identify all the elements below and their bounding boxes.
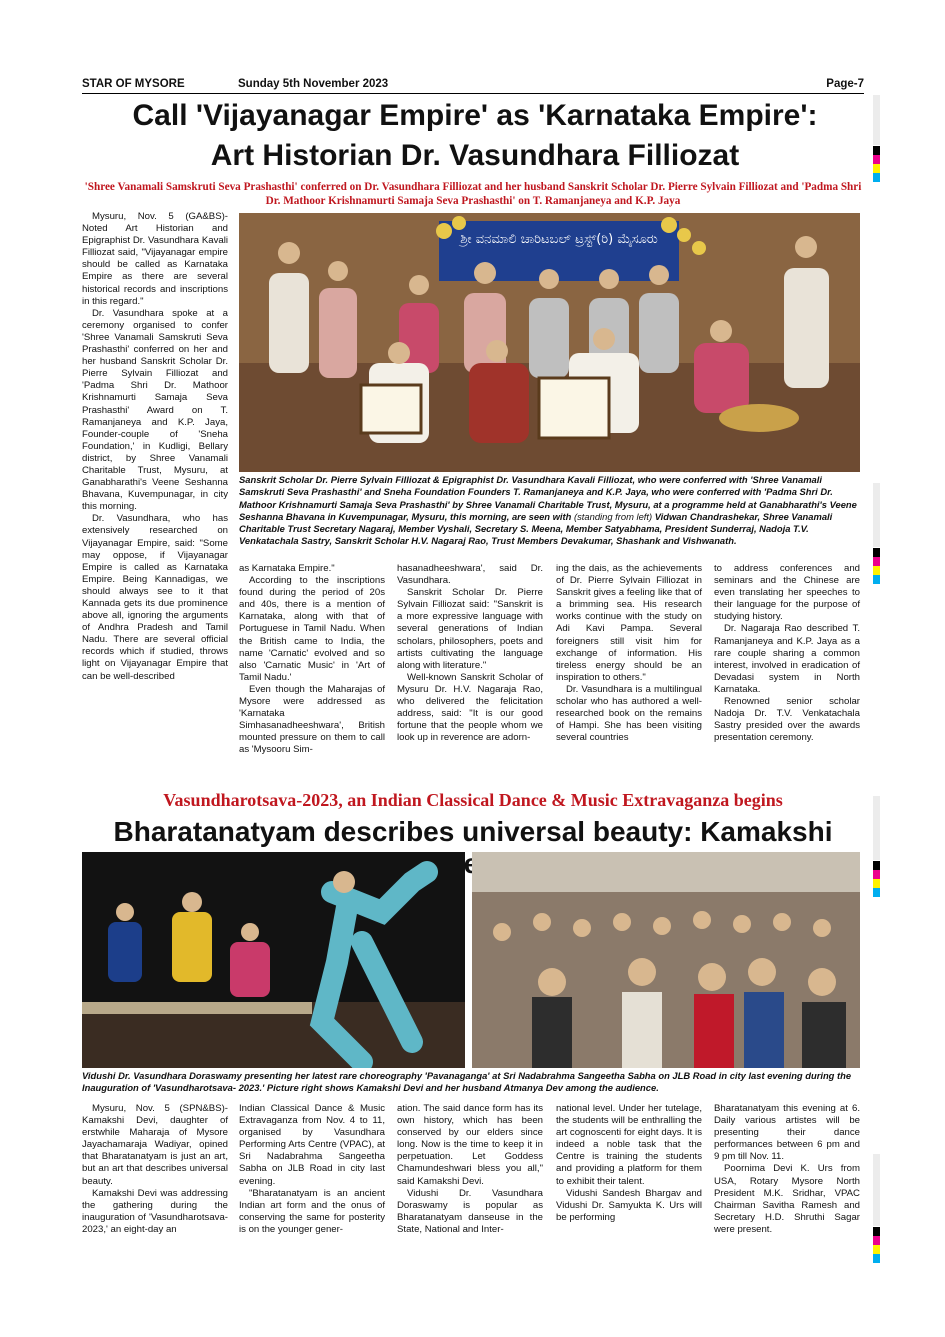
paragraph: hasanadheeshwara', said Dr. Vasundhara.: [397, 563, 543, 587]
paragraph: Dr. Vasundhara is a multilingual scholar who has authored a well-researched book on the remains of Hampi. She has been visiting several countries: [556, 683, 702, 744]
story1-deck: 'Shree Vanamali Samskruti Seva Prashasthi' conferred on Dr. Vasundhara Filliozat and her husband Sanskrit Scholar Dr. Pierre Sylvain Filliozat and 'Padma Shri Dr. Mathoor Krishnamurti Samaja Seva Prashasthi' on T. Ramanjaneya and K.P. Jaya: [84, 181, 862, 207]
paragraph: Dr. Nagaraja Rao described T. Ramanjaneya and K.P. Jaya as a rare couple sharing a common interest, involved in eradication of Devadasi system in North Karnataka.: [714, 623, 860, 695]
audience-photo: [472, 852, 860, 1068]
paragraph: ation. The said dance form has its own history, which has been conserved by our elders since long. Now is the time to keep it in perpetuation. Let Goddess Chamundeshwari bless you all," said Kamakshi Devi.: [397, 1103, 543, 1187]
paragraph: to address conferences and seminars and the Chinese are even translating her speeches to their language for the purpose of studying history.: [714, 563, 860, 623]
story1-column-4: [556, 563, 702, 744]
margin-strip: [873, 95, 880, 145]
paragraph: Bharatanatyam this evening at 6. Daily various artistes will be presenting their dance performances between 6 pm and 9 pm till Nov. 11.: [714, 1103, 860, 1163]
paragraph: Dr. Vasundhara spoke at a ceremony organised to confer 'Shree Vanamali Samskruti Seva Prashasthi' conferred on her and her husband Sanskrit Scholar Dr. Pierre Sylvain Filliozat and 'Padma Shri Dr. Mathoor Krishnamurti Samaja Seva Prashasthi' Award on T. Ramanjaneya and K.P. Jaya, Founder-couple of 'Sneha Foundation,' in Kudligi, Bellary district, by Shree Vanamali Charitable Trust, Mysuru, at Ganabharathi's Veene Seshanna Bhavana, Kuvempunagar, in city this morning.: [82, 307, 228, 513]
paragraph: Indian Classical Dance & Music Extravaganza from Nov. 4 to 11, organised by Vasundhara Performing Arts Centre (VPAC), at Sri Nadabrahma Sangeetha Sabha on JLB Road in city last evening.: [239, 1103, 385, 1187]
paragraph: Renowned senior scholar Nadoja Dr. T.V. Venkatachala Sastry presided over the awards presentation ceremony.: [714, 696, 860, 744]
award-ceremony-photo: [239, 213, 860, 472]
dance-photo-caption: Vidushi Dr. Vasundhara Doraswamy presenting her latest rare choreography 'Pavanaganga' at Sri Nadabrahma Sangeetha Sabha on JLB Road in city last evening during the Inauguration of 'Vasundharotsava- 2023.' Picture right shows Kamakshi Devi and her husband Atmanya Dev among the audience.: [82, 1070, 852, 1094]
paragraph: Even though the Maharajas of Mysore were addressed as 'Karnataka Simhasanadheeshwara', British mounted pressure on them to call as 'Mysooru Sim-: [239, 683, 385, 756]
story2-column-5: [714, 1103, 860, 1236]
paragraph: national level. Under her tutelage, the students will be enthralling the art cognoscenti for eight days. It is indeed a noble task that the Centre is training the students and providing a platform for them to exhibit their talent.: [556, 1103, 702, 1187]
paragraph: Dr. Vasundhara, who has extensively researched on Vijayanagar Empire, said: "Some may oppose, if Vijayanagar Empire is called as Karnataka Empire. Being Kannadigas, we should always see to it that Kannada gets its due prominence above all, ignoring the arguments of Andhra Pradesh and Tamil Nadu. There are several official records which if studied, throws light on Vijayanagar Empire that can be well-described: [82, 513, 228, 682]
color-registration-mark: [873, 1227, 880, 1263]
margin-strip: [873, 1154, 880, 1226]
margin-strip: [873, 483, 880, 547]
publication-name: STAR OF MYSORE: [82, 78, 185, 90]
color-registration-mark: [873, 146, 880, 182]
paragraph: According to the inscriptions found during the period of 20s and 40s, there is a mention of Karnataka, along with that of Portuguese in Tamil Nadu. When the British came to India, the name 'Carnatic' evolved and so also 'Carnatic Music' in 'Art of Tamil Nadu.': [239, 575, 385, 683]
caption-bold: Sanskrit Scholar Dr. Pierre Sylvain Filliozat & Epigraphist Dr. Vasundhara Kavali Filliozat, who were conferred with 'Shree Vanamali Samskruti Seva Prashasthi' and Sneha Foundation Founders T. Ramanjaneya and K.P. Jaya, who were conferred with 'Padma Shri Dr. Mathoor Krishnamurti Samaja Seva Prashasthi' by Shree Vanamali Charitable Trust, Mysuru, at a programme held at Ganabharathi's Veene Seshanna Bhavana in Kuvempunagar, Mysuru, this morning, are seen with: [239, 474, 857, 522]
paragraph: Kamakshi Devi was addressing the gathering during the inauguration of 'Vasundharotsava-2023,' an eight-day an: [82, 1187, 228, 1235]
caption-rest: Vidwan Chandrashekar, Shree Vanamali Charitable Trust Secretary Nagaraj, Member Vyshali, Secretary S. Meena, Member Satyabhama, President Sunderraj, Nadoja T.V. Venkatachala Sastry, Sanskrit Scholar H.V. Nagaraj Rao, Trust Members Devakumar, Shashank and Vishwanath.: [239, 510, 833, 547]
banner-text: ಶ್ರೀ ವನಮಾಲಿ ಚಾರಿಟಬಲ್ ಟ್ರಸ್ಟ್(ರಿ) ಮೈಸೂರು: [460, 232, 658, 247]
color-registration-mark: [873, 861, 880, 897]
story2-column-2: [239, 1103, 385, 1236]
paragraph: ing the dais, as the achievements of Dr. Pierre Sylvain Filliozat in Sanskrit gives a feeling like that of a brimming sea. His research works continue with the study on Adi Kavi Pampa. Several foreigners still visit him for exchange of information. His tireless energy should be an inspiration to others.": [556, 563, 702, 683]
story1-headline-line2: Art Historian Dr. Vasundhara Filliozat: [210, 139, 740, 172]
paragraph: Poornima Devi K. Urs from USA, Rotary Mysore North President M.K. Sridhar, VPAC Chairman Savitha Ramesh and Secretary H.D. Shruthi Sagar were present.: [714, 1163, 860, 1235]
paragraph: Well-known Sanskrit Scholar of Mysuru Dr. H.V. Nagaraja Rao, who delivered the felicitation address, said: "It is our good fortune that the people whom we look up in reverence are adorn-: [397, 671, 543, 744]
award-ceremony-illustration: [239, 213, 860, 472]
story2-kicker: Vasundharotsava-2023, an Indian Classical Dance & Music Extravaganza begins: [163, 790, 783, 810]
margin-strip: [873, 796, 880, 860]
color-registration-mark: [873, 548, 880, 584]
paragraph: Vidushi Sandesh Bhargav and Vidushi Dr. Samyukta K. Urs will be performing: [556, 1187, 702, 1223]
caption-plain: (standing from left): [573, 510, 653, 522]
paragraph: Sanskrit Scholar Dr. Pierre Sylvain Filliozat said: "Sanskrit is a more expressive language with several generations of Indian scholars, philosophers, poets and artists cultivating the language along with literature.": [397, 587, 543, 671]
paragraph: Mysuru, Nov. 5 (GA&BS)- Noted Art Historian and Epigraphist Dr. Vasundhara Kavali Filliozat said, "Vijayanagar empire should be called as Karnataka Empire as there are several historical records and inscriptions in this regard.": [82, 211, 228, 307]
page-number: Page-7: [826, 78, 864, 90]
dance-performance-photo: [82, 852, 465, 1068]
paragraph: Vidushi Dr. Vasundhara Doraswamy is popular as Bharatanatyam danseuse in the State, National and Inter-: [397, 1187, 543, 1235]
paragraph: as Karnataka Empire.": [239, 563, 335, 574]
story1-column-2: [239, 563, 385, 757]
story2-column-1: [82, 1103, 228, 1236]
story2-column-3: [397, 1103, 543, 1236]
masthead: [82, 78, 864, 94]
audience-illustration: [472, 852, 860, 1068]
story1-column-5: [714, 563, 860, 744]
paragraph: Mysuru, Nov. 5 (SPN&BS)- Kamakshi Devi, daughter of erstwhile Maharaja of Mysore Jayachamaraja Wadiyar, opined that Bharatanatyam is just an art, but an art that describes universal beauty.: [82, 1103, 228, 1187]
story1-column-1: [82, 211, 228, 683]
story2-headline: Bharatanatyam describes universal beauty: Kamakshi: [113, 816, 833, 847]
story1-headline-line1: Call 'Vijayanagar Empire' as 'Karnataka Empire':: [132, 99, 818, 132]
issue-date: Sunday 5th November 2023: [238, 78, 389, 90]
story1-column-3: [397, 563, 543, 744]
dance-illustration: [82, 852, 465, 1068]
award-photo-caption: [239, 474, 860, 548]
paragraph: "Bharatanatyam is an ancient Indian art form and the onus of conserving the same for posterity is on the younger gener-: [239, 1187, 385, 1235]
story2-column-4: [556, 1103, 702, 1224]
